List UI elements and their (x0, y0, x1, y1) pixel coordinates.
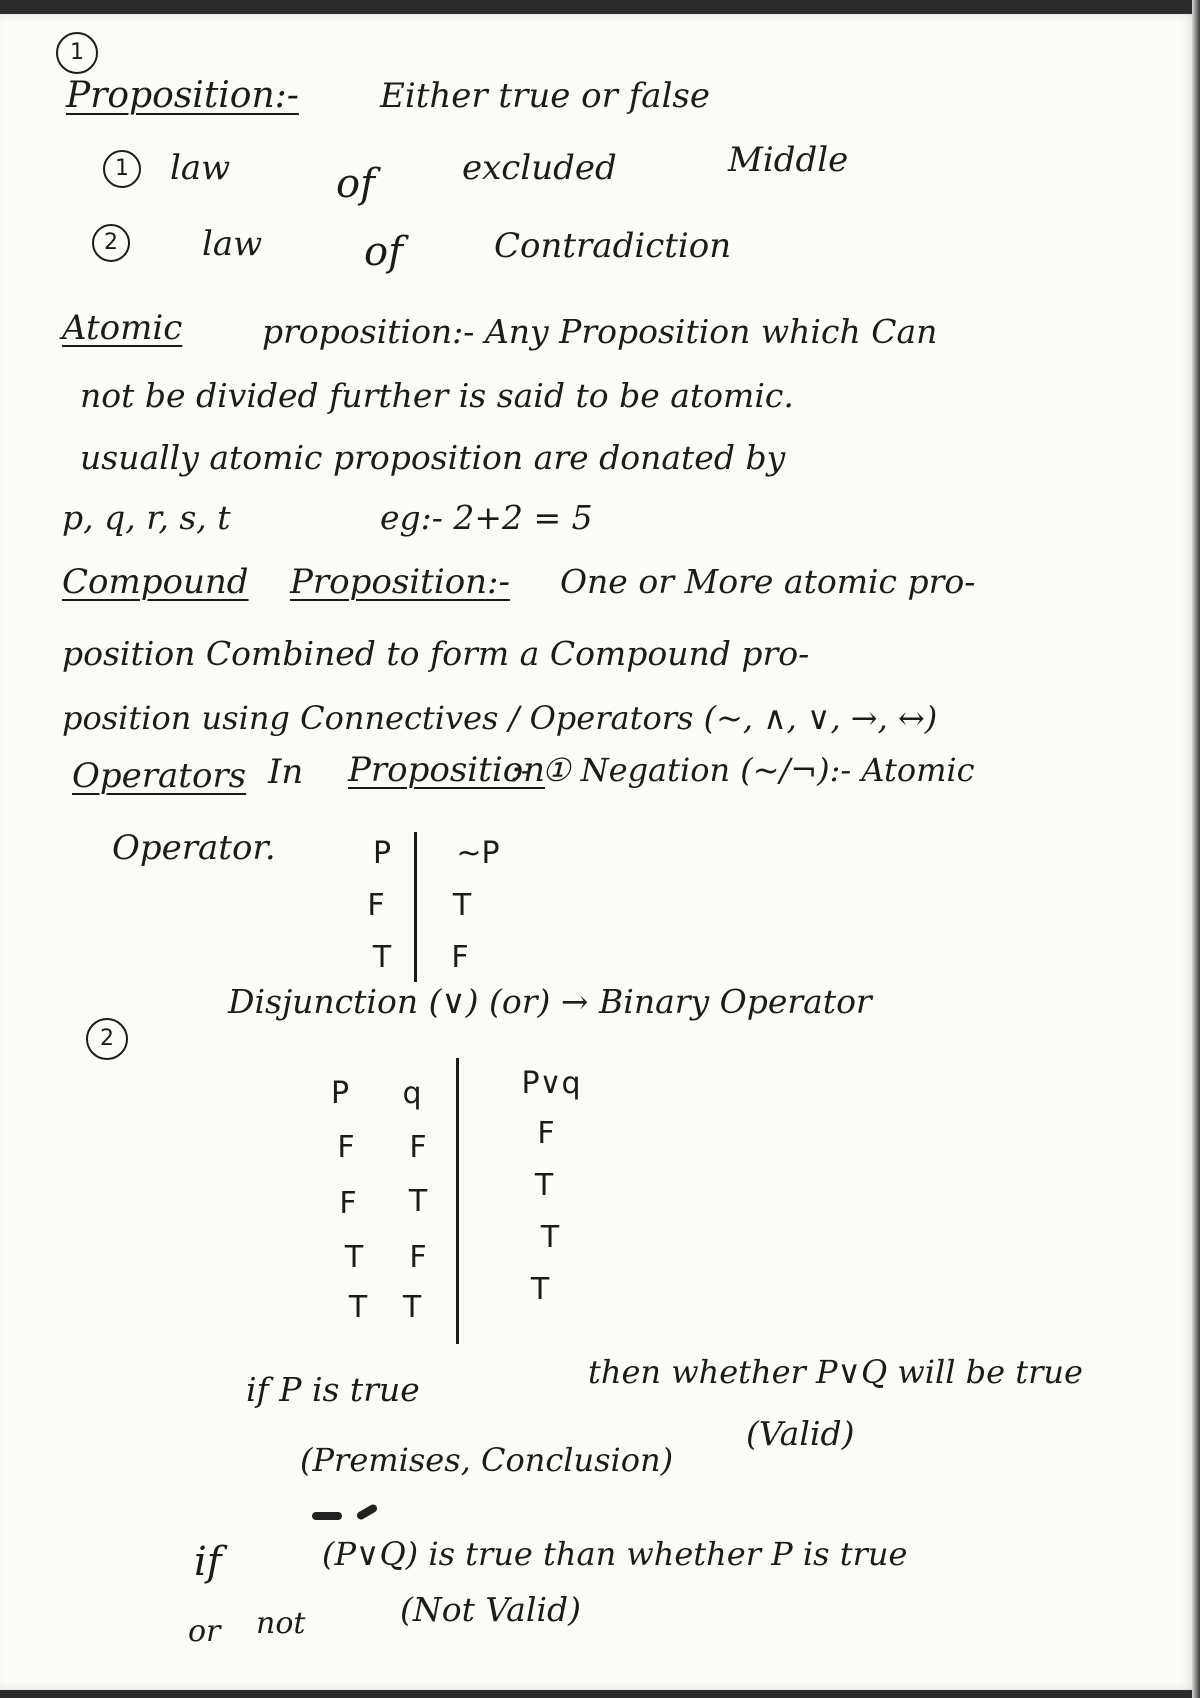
law2-number: 2 (92, 224, 130, 262)
scribble-mark-2 (355, 1503, 378, 1521)
compound-line-1: One or More atomic pro- (560, 562, 976, 601)
disj-row2-q: T (408, 1184, 428, 1219)
definition-true-false: Either true or false (380, 76, 711, 116)
disj-row4-p: T (348, 1290, 368, 1325)
page-edge-shadow (1192, 0, 1200, 1698)
law1-word-of: of (336, 161, 375, 207)
neg-header-not-p: ~P (456, 836, 500, 871)
notvalid-or: or (188, 1614, 221, 1649)
valid-line-2a: (Premises, Conclusion) (300, 1441, 674, 1479)
disj-row4-result: T (530, 1272, 550, 1307)
neg-row2-p: T (372, 940, 392, 975)
notebook-page (0, 14, 1196, 1690)
law2-word-law: law (202, 224, 263, 264)
atomic-term: Atomic (62, 308, 183, 348)
disj-row2-result: T (534, 1168, 554, 1203)
operators-line-2: Operator. (112, 828, 276, 868)
disj-row1-p: F (337, 1130, 355, 1165)
negation-table-divider (414, 832, 417, 982)
law1-word-law: law (170, 148, 231, 188)
disjunction-table-divider (456, 1058, 459, 1344)
atomic-line-2: not be divided further is said to be atomic. (80, 376, 794, 415)
notvalid-line-1: (P∨Q) is true than whether P is true (322, 1535, 908, 1573)
atomic-line-4-variables: p, q, r, s, t (62, 498, 231, 537)
disj-header-q: q (402, 1076, 422, 1111)
disj-row3-p: T (344, 1240, 364, 1275)
operators-term: Operators (72, 756, 247, 796)
scribble-mark (312, 1512, 342, 1520)
valid-line-1a: if P is true (246, 1370, 420, 1409)
disj-header-p-or-q: P∨q (521, 1066, 581, 1101)
page-number: 1 (56, 32, 98, 74)
compound-term: Compound (62, 562, 249, 602)
neg-row2-not-p: F (451, 940, 469, 975)
law2-word-of: of (364, 229, 403, 275)
law2-word-contradiction: Contradiction (494, 226, 732, 266)
atomic-line-1: proposition:- Any Proposition which Can (262, 312, 938, 351)
law1-word-middle: Middle (728, 140, 849, 180)
neg-header-p: P (372, 836, 392, 871)
disj-header-p: P (330, 1076, 350, 1111)
law1-word-excluded: excluded (462, 148, 617, 188)
operators-negation: :- ① Negation (~/¬):- Atomic (510, 751, 975, 789)
notvalid-line-2: (Not Valid) (400, 1590, 581, 1629)
disj-row1-result: F (537, 1116, 555, 1151)
law1-number: 1 (103, 150, 141, 188)
disj-row2-p: F (339, 1186, 357, 1221)
disj-row3-q: F (409, 1240, 427, 1275)
disj-row1-q: F (409, 1130, 427, 1165)
operators-proposition: Proposition (348, 750, 546, 790)
notvalid-not: not (256, 1606, 306, 1641)
compound-line-3: position using Connectives / Operators (~, ∧, ∨, →, ↔) (62, 699, 938, 737)
operators-in: In (268, 752, 304, 792)
compound-term-proposition: Proposition:- (290, 562, 511, 602)
valid-line-2b: (Valid) (746, 1414, 855, 1453)
notvalid-if: if (194, 1539, 222, 1585)
disjunction-heading: Disjunction (∨) (or) → Binary Operator (228, 982, 872, 1021)
neg-row1-p: F (367, 888, 385, 923)
heading-proposition: Proposition:- (66, 75, 299, 116)
disj-row4-q: T (402, 1290, 422, 1325)
neg-row1-not-p: T (452, 888, 472, 923)
disj-row3-result: T (540, 1220, 560, 1255)
valid-line-1b: then whether P∨Q will be true (588, 1353, 1083, 1391)
atomic-line-4-example: eg:- 2+2 = 5 (380, 498, 593, 537)
atomic-line-3: usually atomic proposition are donated by (80, 438, 786, 477)
compound-line-2: position Combined to form a Compound pro- (62, 634, 810, 673)
disjunction-number: 2 (86, 1018, 128, 1060)
